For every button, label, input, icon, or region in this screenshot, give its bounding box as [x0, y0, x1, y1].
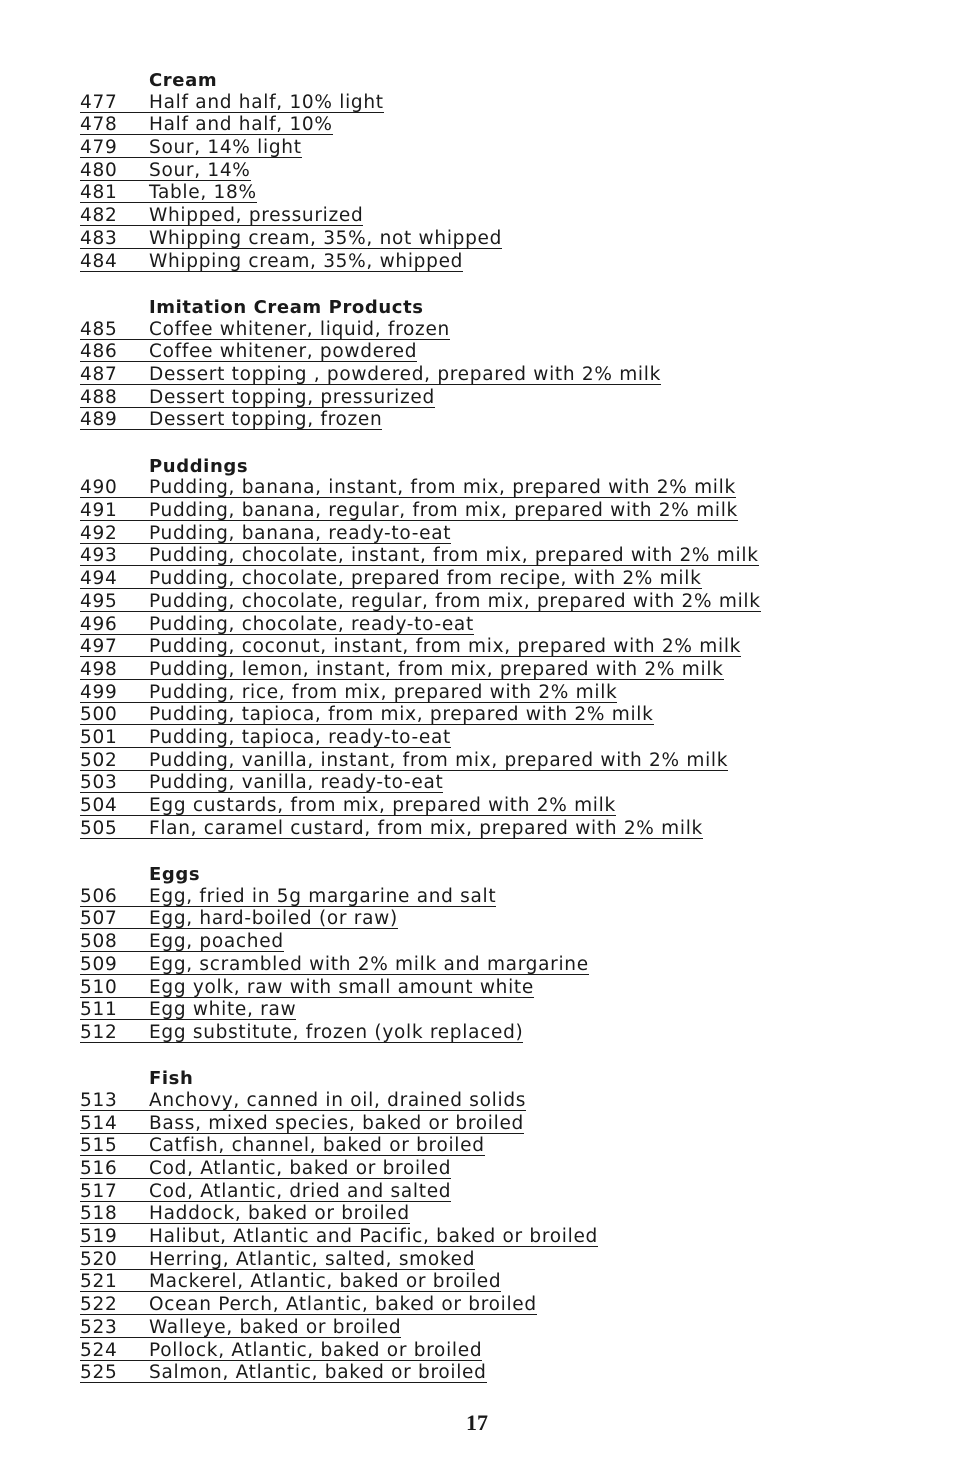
food-item-underlined	[80, 161, 251, 181]
food-item	[80, 930, 920, 953]
food-item	[80, 794, 920, 817]
food-item	[80, 1157, 920, 1180]
food-item-name: Egg substitute, frozen (yolk replaced)	[149, 1021, 524, 1043]
food-item	[80, 91, 920, 114]
food-item	[80, 1339, 920, 1362]
food-item-name: Sour, 14%	[149, 159, 251, 181]
food-item-underlined	[80, 909, 398, 929]
food-item	[80, 1202, 920, 1225]
food-item-underlined	[80, 569, 702, 589]
food-item-number: 510	[80, 976, 118, 998]
food-item-number: 520	[80, 1248, 118, 1270]
food-item	[80, 1134, 920, 1157]
food-item-number: 501	[80, 726, 118, 748]
food-item-number: 525	[80, 1362, 118, 1384]
food-item-name: Bass, mixed species, baked or broiled	[149, 1112, 524, 1134]
food-item-number: 491	[80, 500, 118, 522]
food-item	[80, 522, 920, 545]
food-item-underlined	[80, 1363, 487, 1383]
food-item	[80, 703, 920, 726]
food-item-number: 503	[80, 772, 118, 794]
food-item	[80, 817, 920, 840]
food-item-number: 481	[80, 182, 118, 204]
food-item-name: Pudding, banana, regular, from mix, prepared with 2% milk	[149, 500, 738, 522]
food-item-number: 502	[80, 749, 118, 771]
food-item	[80, 771, 920, 794]
food-item	[80, 998, 920, 1021]
food-item-number: 518	[80, 1203, 118, 1225]
food-item-name: Pudding, lemon, instant, from mix, prepared with 2% milk	[149, 658, 724, 680]
section-title: Imitation Cream Products	[149, 296, 424, 318]
food-item-underlined	[80, 773, 443, 793]
food-item-underlined	[80, 1295, 537, 1315]
food-item-name: Sour, 14% light	[149, 137, 302, 159]
food-item-underlined	[80, 1318, 401, 1338]
food-item-underlined	[80, 1159, 451, 1179]
food-item-number: 509	[80, 953, 118, 975]
section-title: Cream	[149, 70, 218, 91]
food-item-name: Pudding, rice, from mix, prepared with 2% milk	[149, 681, 618, 703]
food-item	[80, 250, 920, 273]
food-item-number: 490	[80, 477, 118, 499]
food-item-number: 511	[80, 999, 118, 1021]
food-section	[80, 1066, 920, 1384]
food-item-number: 492	[80, 522, 118, 544]
food-item-name: Whipping cream, 35%, whipped	[149, 250, 464, 272]
food-item-underlined	[80, 978, 534, 998]
food-item-number: 521	[80, 1271, 118, 1293]
food-item-number: 483	[80, 227, 118, 249]
food-item-number: 477	[80, 91, 118, 113]
food-item-name: Pudding, tapioca, from mix, prepared with 2% milk	[149, 704, 654, 726]
food-item-name: Pudding, vanilla, instant, from mix, prepared with 2% milk	[149, 749, 729, 771]
food-item-number: 493	[80, 545, 118, 567]
food-item-name: Egg white, raw	[149, 999, 297, 1021]
food-item-name: Mackerel, Atlantic, baked or broiled	[149, 1271, 502, 1293]
food-item-name: Ocean Perch, Atlantic, baked or broiled	[149, 1294, 537, 1316]
food-item-underlined	[80, 252, 463, 272]
food-item	[80, 681, 920, 704]
food-item	[80, 907, 920, 930]
food-item	[80, 113, 920, 136]
food-item-number: 507	[80, 908, 118, 930]
food-item	[80, 136, 920, 159]
food-item-underlined	[80, 932, 284, 952]
food-item-underlined	[80, 138, 302, 158]
food-item-number: 486	[80, 341, 118, 363]
food-item-underlined	[80, 206, 363, 226]
food-item	[80, 726, 920, 749]
food-item	[80, 1293, 920, 1316]
food-item-underlined	[80, 115, 333, 135]
food-item	[80, 1316, 920, 1339]
food-item-name: Pudding, banana, ready-to-eat	[149, 522, 452, 544]
food-item-name: Dessert topping, frozen	[149, 409, 383, 431]
food-item-underlined	[80, 751, 728, 771]
food-item-name: Egg yolk, raw with small amount white	[149, 976, 534, 998]
food-item-underlined	[80, 728, 451, 748]
food-item-underlined	[80, 1182, 451, 1202]
food-item-name: Anchovy, canned in oil, drained solids	[149, 1089, 527, 1111]
food-item-number: 480	[80, 159, 118, 181]
food-item-underlined	[80, 1204, 410, 1224]
food-item-number: 515	[80, 1135, 118, 1157]
food-item	[80, 318, 920, 341]
food-section	[80, 68, 920, 272]
food-item-name: Half and half, 10% light	[149, 91, 384, 113]
food-item-name: Dessert topping, pressurized	[149, 386, 435, 408]
food-item-number: 504	[80, 795, 118, 816]
food-item	[80, 340, 920, 363]
food-item-name: Pudding, chocolate, instant, from mix, prepared with 2% milk	[149, 545, 759, 567]
food-item-underlined	[80, 1114, 524, 1134]
food-item-underlined	[80, 1341, 482, 1361]
food-item-number: 505	[80, 817, 118, 839]
food-item-underlined	[80, 546, 759, 566]
food-item	[80, 227, 920, 250]
food-item-underlined	[80, 592, 761, 612]
food-item	[80, 635, 920, 658]
food-item-name: Dessert topping , powdered, prepared with 2% milk	[149, 363, 662, 385]
food-item-name: Pollock, Atlantic, baked or broiled	[149, 1339, 483, 1361]
food-item-name: Egg, scrambled with 2% milk and margarine	[149, 953, 589, 975]
food-item-number: 494	[80, 568, 118, 590]
food-item-name: Walleye, baked or broiled	[149, 1316, 402, 1338]
food-item-name: Half and half, 10%	[149, 114, 333, 136]
food-item-name: Whipping cream, 35%, not whipped	[149, 227, 503, 249]
food-item-name: Salmon, Atlantic, baked or broiled	[149, 1362, 487, 1384]
food-item-underlined	[80, 887, 496, 907]
food-item-name: Egg, poached	[149, 931, 284, 953]
food-item	[80, 1270, 920, 1293]
food-item-number: 522	[80, 1294, 118, 1316]
food-item-underlined	[80, 1227, 598, 1247]
food-item-name: Halibut, Atlantic and Pacific, baked or broiled	[149, 1226, 598, 1248]
food-item	[80, 1180, 920, 1203]
food-item-name: Flan, caramel custard, from mix, prepared with 2% milk	[149, 817, 703, 839]
food-item-underlined	[80, 819, 703, 839]
food-item-name: Pudding, chocolate, prepared from recipe, with 2% milk	[149, 568, 702, 590]
food-item	[80, 181, 920, 204]
food-item-name: Pudding, vanilla, ready-to-eat	[149, 772, 444, 794]
food-item-number: 513	[80, 1089, 118, 1111]
food-item-number: 479	[80, 137, 118, 159]
food-item	[80, 1021, 920, 1044]
food-item	[80, 953, 920, 976]
food-item-underlined	[80, 524, 451, 544]
food-item-number: 485	[80, 318, 118, 340]
food-item	[80, 1225, 920, 1248]
food-item-name: Egg, fried in 5g margarine and salt	[149, 885, 497, 907]
food-item-number: 500	[80, 704, 118, 726]
food-item	[80, 749, 920, 772]
food-item	[80, 476, 920, 499]
food-item-underlined	[80, 229, 502, 249]
food-item-underlined	[80, 1136, 485, 1156]
food-item-number: 496	[80, 613, 118, 635]
food-item-underlined	[80, 388, 435, 408]
food-item-underlined	[80, 615, 474, 635]
food-item-number: 516	[80, 1158, 118, 1179]
food-item-number: 517	[80, 1180, 118, 1202]
food-item	[80, 1361, 920, 1384]
food-item-name: Haddock, baked or broiled	[149, 1203, 410, 1225]
food-item-underlined	[80, 342, 417, 362]
food-item	[80, 885, 920, 908]
food-section	[80, 862, 920, 1044]
food-item-name: Pudding, coconut, instant, from mix, prepared with 2% milk	[149, 636, 742, 658]
food-item-underlined	[80, 410, 382, 430]
food-item-underlined	[80, 93, 384, 113]
food-item-underlined	[80, 1272, 501, 1292]
food-item-underlined	[80, 955, 589, 975]
food-item-name: Whipped, pressurized	[149, 205, 364, 227]
food-item-number: 487	[80, 363, 118, 385]
food-item-number: 497	[80, 636, 118, 658]
food-item-number: 508	[80, 931, 118, 953]
food-item-name: Coffee whitener, powdered	[149, 341, 418, 363]
food-item	[80, 499, 920, 522]
food-item	[80, 658, 920, 681]
food-list	[80, 68, 920, 1384]
food-item-name: Cod, Atlantic, dried and salted	[149, 1180, 452, 1202]
food-item-name: Pudding, chocolate, ready-to-eat	[149, 613, 474, 635]
food-item-name: Herring, Atlantic, salted, smoked	[149, 1248, 476, 1270]
food-item-number: 506	[80, 885, 118, 907]
food-item	[80, 567, 920, 590]
food-item-name: Egg, hard-boiled (or raw)	[149, 908, 398, 930]
food-item-number: 495	[80, 590, 118, 612]
page-number: 17	[466, 1410, 488, 1435]
food-item	[80, 386, 920, 409]
food-item-number: 489	[80, 409, 118, 431]
food-item	[80, 1112, 920, 1135]
food-item-underlined	[80, 1091, 526, 1111]
food-item-number: 499	[80, 681, 118, 703]
food-item-number: 488	[80, 386, 118, 408]
food-item-name: Pudding, banana, instant, from mix, prepared with 2% milk	[149, 477, 736, 499]
food-item-name: Table, 18%	[149, 182, 257, 204]
food-item	[80, 408, 920, 431]
food-item-underlined	[80, 1250, 475, 1270]
food-item-underlined	[80, 365, 661, 385]
food-item-number: 498	[80, 658, 118, 680]
section-title: Eggs	[149, 864, 201, 886]
food-item	[80, 613, 920, 636]
section-title: Puddings	[149, 455, 249, 477]
food-item	[80, 204, 920, 227]
food-item	[80, 1248, 920, 1271]
food-item-underlined	[80, 501, 738, 521]
food-item-number: 478	[80, 114, 118, 136]
food-section	[80, 454, 920, 840]
food-item-name: Pudding, tapioca, ready-to-eat	[149, 726, 451, 748]
food-item-name: Catfish, channel, baked or broiled	[149, 1135, 485, 1157]
food-item-number: 524	[80, 1339, 118, 1361]
food-item-name: Coffee whitener, liquid, frozen	[149, 318, 450, 340]
food-item-underlined	[80, 1023, 523, 1043]
food-item-number: 523	[80, 1316, 118, 1338]
food-item-number: 514	[80, 1112, 118, 1134]
food-item-underlined	[80, 1000, 296, 1020]
food-item	[80, 1089, 920, 1112]
food-item-underlined	[80, 660, 724, 680]
food-item-number: 484	[80, 250, 118, 272]
food-item-underlined	[80, 683, 617, 703]
section-title: Fish	[149, 1068, 194, 1090]
food-item	[80, 976, 920, 999]
food-item-number: 482	[80, 205, 118, 227]
food-item-name: Egg custards, from mix, prepared with 2% milk	[149, 795, 616, 816]
food-item-underlined	[80, 796, 616, 816]
food-item-name: Cod, Atlantic, baked or broiled	[149, 1158, 452, 1179]
food-item	[80, 159, 920, 182]
food-item-underlined	[80, 705, 654, 725]
food-section	[80, 295, 920, 431]
food-item-underlined	[80, 478, 736, 498]
food-item-underlined	[80, 637, 741, 657]
food-item-underlined	[80, 320, 450, 340]
food-item-name: Pudding, chocolate, regular, from mix, prepared with 2% milk	[149, 590, 761, 612]
food-item-underlined	[80, 183, 257, 203]
food-item	[80, 590, 920, 613]
food-item-number: 519	[80, 1226, 118, 1248]
food-item	[80, 363, 920, 386]
food-item-number: 512	[80, 1021, 118, 1043]
food-item	[80, 544, 920, 567]
